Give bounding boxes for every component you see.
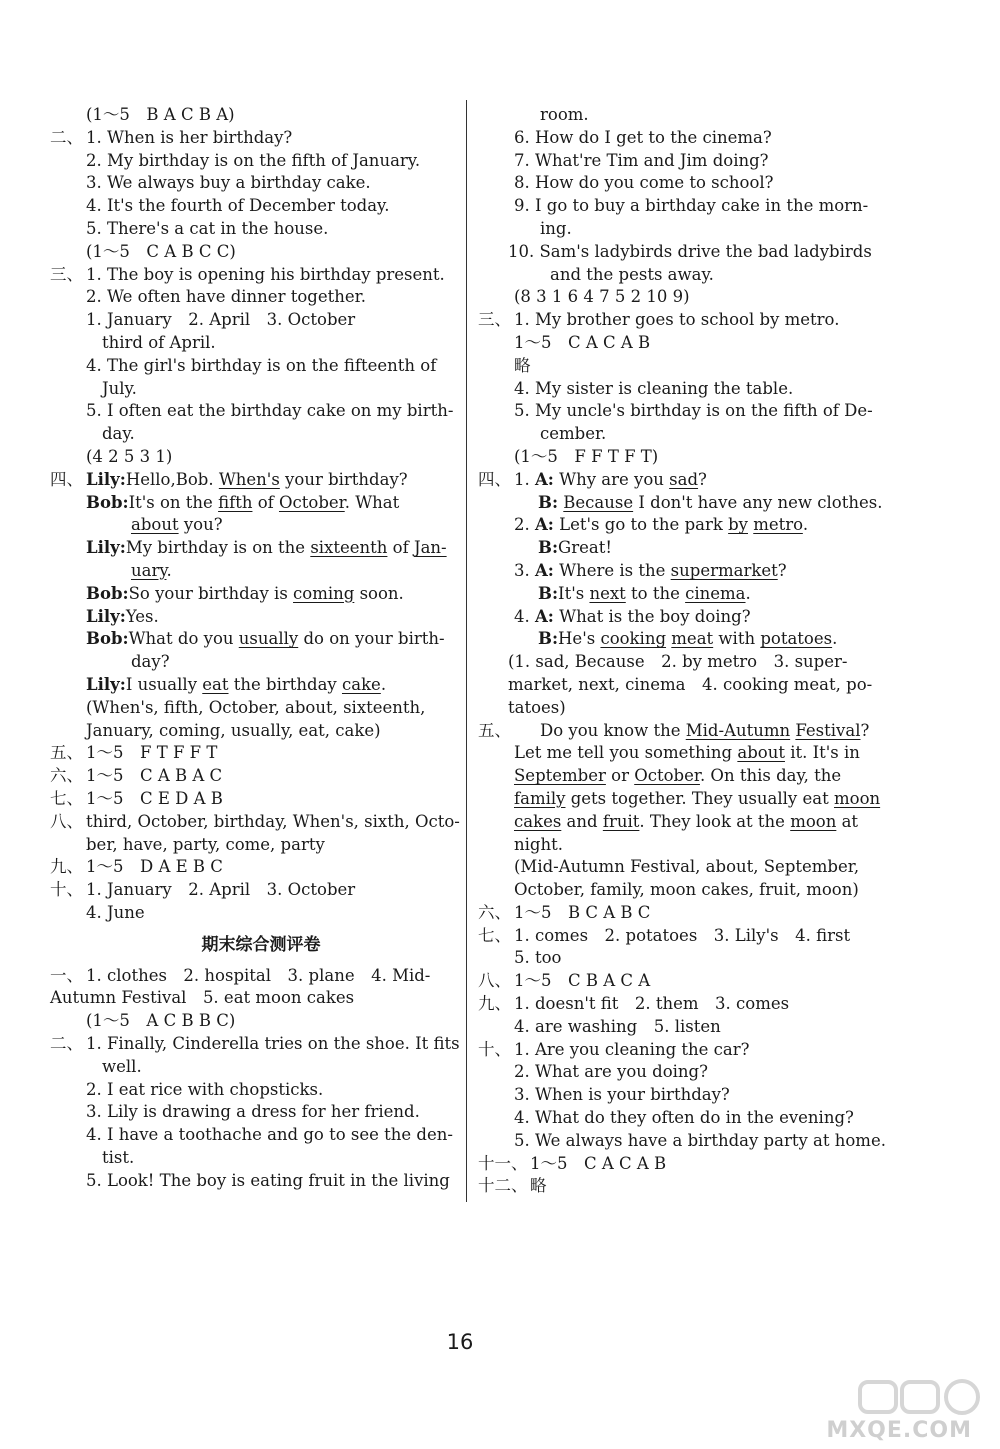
answer-line: 5. Look! The boy is eating fruit in the living	[86, 1170, 450, 1190]
answer-text: 1. When is her birthday?	[86, 127, 293, 147]
answer-line: 8. How do you come to school?	[514, 173, 774, 193]
filled-blank: usually	[238, 629, 299, 649]
answer-text: 1. Finally, Cinderella tries on the shoe. It fits	[86, 1034, 460, 1054]
filled-blank: October	[634, 766, 700, 786]
section-number: 二、	[50, 127, 83, 147]
dialogue-line	[478, 537, 890, 560]
answer-line: 2. My birthday is on the fifth of January.	[86, 150, 421, 170]
answer-line: ing.	[540, 218, 572, 238]
filled-blank: Festival	[795, 720, 861, 740]
answer-line	[50, 765, 462, 788]
filled-blank: October	[278, 492, 345, 512]
answer-line	[50, 965, 462, 988]
dialogue-text: .	[802, 515, 809, 535]
answer-line	[50, 742, 462, 765]
answer-line: (1～5 B A C B A)	[86, 105, 235, 124]
section-number: 五、	[50, 743, 83, 763]
item-number: 1.	[514, 469, 535, 489]
speaker: B:	[538, 583, 559, 603]
answer-text: 1. The boy is opening his birthday present.	[86, 264, 445, 284]
passage-line	[478, 742, 890, 765]
answer-line	[478, 993, 890, 1016]
page-number: 16	[446, 1330, 474, 1354]
answer-text: 1. My brother goes to school by metro.	[514, 310, 840, 330]
answer-line: (1～5 F F T F T)	[514, 446, 659, 466]
dialogue-text: My birthday is on the	[125, 538, 311, 558]
answer-line: 2. I eat rice with chopsticks.	[86, 1079, 324, 1099]
answer-line: (4 2 5 3 1)	[86, 446, 173, 466]
dialogue-text: .	[745, 583, 751, 603]
dialogue-text: What is the boy doing?	[553, 606, 751, 626]
answer-line	[50, 264, 462, 287]
dialogue-line	[50, 606, 462, 629]
dialogue-text: to the	[625, 583, 686, 603]
speaker: A:	[535, 560, 554, 580]
filled-blank: cooking	[600, 629, 667, 649]
section-number: 九、	[478, 994, 511, 1014]
dialogue-text: Great!	[558, 538, 612, 558]
answer-line: 1～5 C A C A B	[514, 332, 651, 352]
passage-text: it. It's in	[784, 743, 860, 763]
answer-text: 略	[530, 1176, 547, 1196]
filled-blank: cinema	[685, 583, 746, 603]
filled-blank: When's	[218, 469, 280, 489]
passage-line	[478, 765, 890, 788]
item-number: 4.	[514, 606, 535, 626]
answer-line: January, coming, usually, eat, cake)	[86, 720, 381, 740]
filled-blank: cake	[341, 674, 381, 694]
answer-line	[50, 788, 462, 811]
dialogue-text: So your birthday is	[128, 583, 294, 603]
answer-line: 4. It's the fourth of December today.	[86, 196, 390, 216]
speaker: B:	[538, 538, 559, 558]
dialogue-text: soon.	[354, 583, 404, 603]
dialogue-text: of	[252, 492, 279, 512]
answer-text: 1～5 F T F F T	[86, 743, 218, 763]
filled-blank: by	[728, 515, 748, 535]
answer-text: 1. Are you cleaning the car?	[514, 1039, 750, 1059]
filled-blank: cakes	[514, 811, 562, 831]
dialogue-text: . What	[344, 492, 400, 512]
answer-line: (1. sad, Because 2. by metro 3. super-	[508, 652, 848, 672]
answer-line	[478, 309, 890, 332]
passage-text: Do you know the	[540, 720, 686, 740]
answer-line: 4. My sister is cleaning the table.	[514, 378, 794, 398]
answer-line: (8 3 1 6 4 7 5 2 10 9)	[514, 287, 690, 307]
section-number: 四、	[50, 469, 83, 489]
dialogue-text: the birthday	[228, 674, 342, 694]
dialogue-text: I usually	[125, 674, 203, 694]
dialogue-text: I don't have any new clothes.	[633, 492, 883, 512]
passage-text: and	[561, 811, 603, 831]
answer-line	[50, 1033, 462, 1056]
dialogue-text: .	[166, 560, 172, 580]
answer-text: 1. doesn't fit 2. them 3. comes	[514, 994, 790, 1014]
dialogue-line	[50, 583, 462, 606]
answer-line: room.	[540, 105, 589, 124]
filled-blank: next	[589, 583, 626, 603]
answer-line: and the pests away.	[550, 264, 714, 284]
dialogue-line	[50, 560, 462, 583]
filled-blank: eat	[202, 674, 229, 694]
answer-line: 5. too	[514, 948, 562, 968]
answer-line: 5. We always have a birthday party at home.	[514, 1130, 886, 1150]
section-number: 五、	[478, 720, 511, 740]
answer-line	[478, 902, 890, 925]
passage-line: night.	[514, 834, 563, 854]
answer-line: tatoes)	[508, 697, 566, 717]
filled-blank: Jan-	[413, 538, 447, 558]
answer-text: 1. comes 2. potatoes 3. Lily's 4. first	[514, 925, 851, 945]
answer-text: 1～5 C A B A C	[86, 766, 223, 786]
speaker: B:	[538, 629, 559, 649]
answer-line: July.	[102, 378, 137, 398]
dialogue-text: Yes.	[125, 606, 159, 626]
speaker: Lily:	[86, 469, 126, 489]
filled-blank: Because	[563, 492, 634, 512]
filled-blank: meat	[671, 629, 714, 649]
dialogue-line	[50, 514, 462, 537]
section-number: 十、	[478, 1039, 511, 1059]
filled-blank: fifth	[218, 492, 253, 512]
dialogue-line	[50, 674, 462, 697]
dialogue-text: you?	[178, 515, 223, 535]
answer-line: 4. I have a toothache and go to see the den-	[86, 1125, 453, 1145]
answer-text: 1. clothes 2. hospital 3. plane 4. Mid-	[86, 965, 431, 985]
passage-text: Let me tell you something	[514, 743, 738, 763]
answer-line	[478, 925, 890, 948]
section-number: 九、	[50, 857, 83, 877]
speaker: Bob:	[86, 629, 129, 649]
dialogue-line	[50, 492, 462, 515]
dialogue-line	[478, 514, 890, 537]
dialogue-line	[478, 469, 890, 492]
dialogue-line	[478, 560, 890, 583]
dialogue-line	[478, 606, 890, 629]
filled-blank: moon	[790, 811, 837, 831]
answer-line	[478, 1039, 890, 1062]
section-number: 十、	[50, 880, 83, 900]
answer-line: 3. Lily is drawing a dress for her friend.	[86, 1102, 420, 1122]
dialogue-text: Where is the	[553, 560, 671, 580]
section-number: 十一、	[478, 1153, 528, 1173]
section-number: 一、	[50, 965, 83, 985]
section-number: 三、	[478, 310, 511, 330]
answer-text: 1～5 C E D A B	[86, 788, 223, 808]
filled-blank: sixteenth	[310, 538, 388, 558]
answer-line: 5. My uncle's birthday is on the fifth of De-	[514, 401, 873, 421]
section-number: 七、	[478, 925, 511, 945]
dialogue-line	[50, 537, 462, 560]
dialogue-text: He's	[558, 629, 601, 649]
section-heading: 期末综合测评卷	[201, 934, 321, 955]
filled-blank: about	[737, 743, 785, 763]
dialogue-text: It's on the	[128, 492, 219, 512]
dialogue-text: ?	[698, 469, 707, 489]
passage-line	[478, 720, 890, 743]
item-number: 2.	[514, 515, 535, 535]
speaker: Lily:	[86, 538, 126, 558]
passage-text: . They look at the	[639, 811, 791, 831]
section-number: 十二、	[478, 1176, 528, 1196]
dialogue-line	[478, 628, 890, 651]
answer-line: 7. What're Tim and Jim doing?	[514, 150, 769, 170]
answer-line: 4. are washing 5. listen	[514, 1016, 721, 1036]
answer-line: 4. What do they often do in the evening?	[514, 1108, 854, 1128]
filled-blank: coming	[293, 583, 355, 603]
answer-line: 9. I go to buy a birthday cake in the morn-	[514, 196, 869, 216]
dialogue-text: .	[832, 629, 838, 649]
passage-line	[478, 788, 890, 811]
answer-line: October, family, moon cakes, fruit, moon)	[514, 880, 859, 900]
answer-text: 1～5 B C A B C	[514, 902, 651, 922]
answer-line: day.	[102, 424, 135, 444]
dialogue-text: What do you	[128, 629, 239, 649]
speaker: A:	[535, 606, 554, 626]
answer-line: 3. We always buy a birthday cake.	[86, 173, 371, 193]
filled-blank: metro	[753, 515, 803, 535]
answer-line	[478, 1175, 890, 1198]
filled-blank: fruit	[602, 811, 640, 831]
dialogue-text: your birthday?	[279, 469, 408, 489]
speaker: B:	[538, 492, 559, 512]
filled-blank: family	[514, 788, 566, 808]
filled-blank: moon	[833, 788, 881, 808]
answer-line: 6. How do I get to the cinema?	[514, 127, 772, 147]
speaker: Lily:	[86, 606, 126, 626]
section-number: 六、	[478, 902, 511, 922]
dialogue-text: It's	[558, 583, 590, 603]
answer-line: ber, have, party, come, party	[86, 834, 325, 854]
filled-blank: Mid-Autumn	[685, 720, 791, 740]
answer-line: 10. Sam's ladybirds drive the bad ladybirds	[508, 241, 872, 261]
dialogue-text: with	[713, 629, 761, 649]
passage-text: or	[605, 766, 635, 786]
dialogue-line	[50, 628, 462, 651]
answer-line: 4. June	[86, 902, 145, 922]
answer-line: cember.	[540, 424, 607, 444]
answer-line: 1. January 2. April 3. October	[86, 310, 356, 330]
dialogue-text: ?	[777, 560, 787, 580]
dialogue-text: Let's go to the park	[553, 515, 729, 535]
section-number: 四、	[478, 469, 511, 489]
column-divider	[466, 100, 467, 1202]
dialogue-text: Hello,Bob.	[125, 469, 219, 489]
section-number: 二、	[50, 1034, 83, 1054]
answer-line	[478, 970, 890, 993]
answer-text: 1～5 D A E B C	[86, 857, 223, 877]
answer-text: 1～5 C A C A B	[530, 1153, 667, 1173]
answer-line: (When's, fifth, October, about, sixteenth,	[86, 697, 426, 717]
speaker: A:	[535, 469, 554, 489]
dialogue-line	[50, 469, 462, 492]
answer-line	[50, 856, 462, 879]
right-column	[478, 104, 890, 1198]
dialogue-line: day?	[131, 652, 170, 672]
answer-line: 3. When is your birthday?	[514, 1085, 730, 1105]
filled-blank: September	[514, 766, 606, 786]
answer-line: well.	[102, 1056, 142, 1076]
speaker: Bob:	[86, 492, 129, 512]
answer-line: Autumn Festival 5. eat moon cakes	[50, 988, 355, 1008]
item-number: 3.	[514, 560, 535, 580]
section-number: 三、	[50, 264, 83, 284]
dialogue-text: Why are you	[553, 469, 670, 489]
filled-blank: supermarket	[670, 560, 778, 580]
answer-line: 略	[514, 355, 531, 375]
dialogue-text: .	[380, 674, 387, 694]
dialogue-line	[478, 492, 890, 515]
answer-line: (1～5 A C B B C)	[86, 1011, 236, 1031]
filled-blank: sad	[669, 469, 699, 489]
speaker: Lily:	[86, 674, 126, 694]
answer-text: third, October, birthday, When's, sixth, Octo-	[86, 811, 460, 831]
passage-text: at	[836, 811, 859, 831]
passage-line	[478, 811, 890, 834]
section-number: 六、	[50, 766, 83, 786]
answer-line: third of April.	[102, 332, 216, 352]
section-number: 七、	[50, 788, 83, 808]
answer-line: 2. We often have dinner together.	[86, 287, 366, 307]
answer-line: 5. There's a cat in the house.	[86, 218, 329, 238]
dialogue-line	[478, 583, 890, 606]
answer-line: 2. What are you doing?	[514, 1062, 708, 1082]
filled-blank: about	[131, 515, 179, 535]
answer-line: market, next, cinema 4. cooking meat, po-	[508, 674, 873, 694]
section-number: 八、	[50, 811, 83, 831]
answer-line: 5. I often eat the birthday cake on my birth-	[86, 401, 454, 421]
answer-line: tist.	[102, 1148, 135, 1168]
answer-line: 4. The girl's birthday is on the fifteenth of	[86, 355, 437, 375]
speaker: A:	[535, 515, 554, 535]
answer-line	[478, 1153, 890, 1176]
answer-text: 1～5 C B A C A	[514, 971, 651, 991]
passage-text: . On this day, the	[699, 766, 842, 786]
dialogue-text: do on your birth-	[298, 629, 445, 649]
answer-line: (1～5 C A B C C)	[86, 241, 236, 261]
answer-line	[50, 879, 462, 902]
answer-line	[50, 127, 462, 150]
answer-text: 1. January 2. April 3. October	[86, 880, 356, 900]
filled-blank: potatoes	[760, 629, 833, 649]
watermark-text: MXQE.COM	[826, 1418, 972, 1443]
passage-text: gets together. They usually eat	[565, 788, 834, 808]
passage-text: ?	[860, 720, 870, 740]
filled-blank: uary	[131, 560, 167, 580]
left-column	[50, 104, 462, 1193]
answer-line: (Mid-Autumn Festival, about, September,	[514, 857, 860, 877]
answer-line	[50, 811, 462, 834]
dialogue-text: of	[387, 538, 414, 558]
section-number: 八、	[478, 971, 511, 991]
speaker: Bob:	[86, 583, 129, 603]
